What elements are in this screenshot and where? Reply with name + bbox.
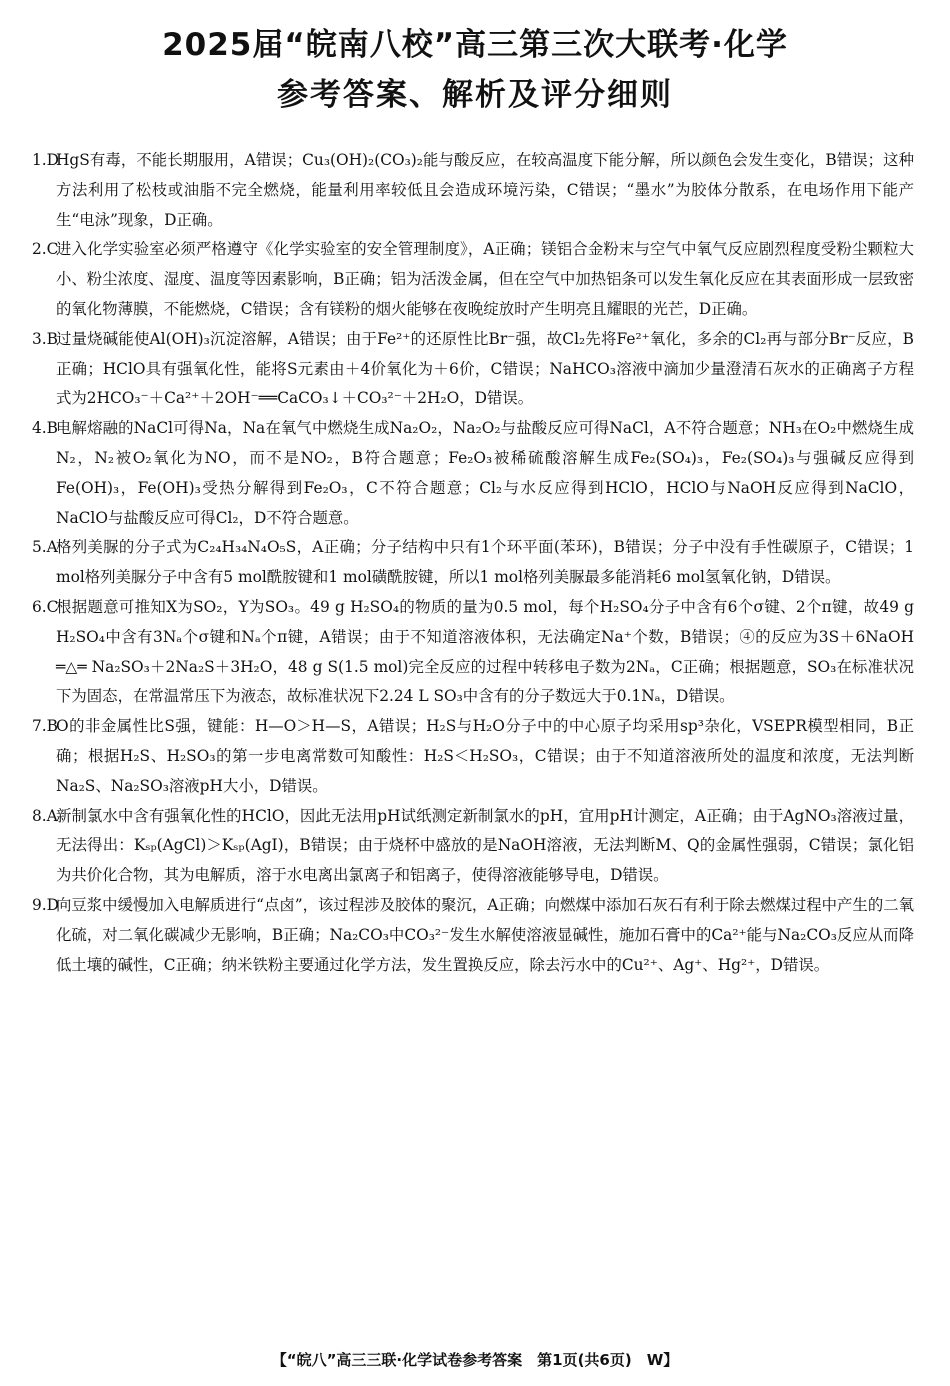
answer-number: 4.B [32, 419, 58, 438]
answer-number: 5.A [32, 538, 58, 557]
answer-explanation: 格列美脲的分子式为C₂₄H₃₄N₄O₅S，A正确；分子结构中只有1个环平面(苯环)，B错误；分子中没有手性碳原子，C错误；1 mol格列美脲分子中含有5 mol酰胺键和1 mol磺酰胺键，所以1 mol格列美脲最多能消耗6 mol氢氧化钠，D错误。 [56, 538, 914, 587]
answer-explanation: 新制氯水中含有强氧化性的HClO，因此无法用pH试纸测定新制氯水的pH，宜用pH计测定，A正确；由于AgNO₃溶液过量，无法得出：Kₛₚ(AgCl)＞Kₛₚ(AgI)，B错误；由于烧杯中盛放的是NaOH溶液，无法判断M、Q的金属性强弱，C错误；氯化铝为共价化合物，其为电解质，溶于水电离出氯离子和铝离子，使得溶液能够导电，D错误。 [56, 806, 914, 885]
answer-item-4 [32, 414, 914, 533]
page-subtitle: 参考答案、解析及评分细则 [277, 77, 673, 113]
answer-explanation: 根据题意可推知X为SO₂，Y为SO₃。49 g H₂SO₄的物质的量为0.5 mol，每个H₂SO₄分子中含有6个σ键、2个π键，故49 g H₂SO₄中含有3Nₐ个σ键和Nₐ个π键，A错误；由于不知道溶液体积，无法确定Na⁺个数，B错误；④的反应为3S＋6NaOH ═△═ Na₂SO₃＋2Na₂S＋3H₂O，48 g S(1.5 mol)完全反应的过程中转移电子数为2Nₐ，C正确；根据题意，SO₃在标准状况下为固态，在常温常压下为液态，故标准状况下2.24 L SO₃中含有的分子数远大于0.1Nₐ，D错误。 [56, 597, 914, 706]
answer-item-7 [32, 712, 914, 801]
answer-number: 8.A [32, 806, 58, 825]
answer-list [32, 146, 914, 980]
page-footer: 【“皖八”高三三联·化学试卷参考答案 第1页(共6页) W】 [271, 1351, 679, 1369]
answer-item-3 [32, 325, 914, 414]
answer-item-2 [32, 235, 914, 324]
answer-item-6 [32, 593, 914, 712]
answer-item-5 [32, 533, 914, 593]
answer-number: 7.B [32, 717, 58, 736]
answer-item-9 [32, 891, 914, 980]
answer-explanation: 电解熔融的NaCl可得Na，Na在氧气中燃烧生成Na₂O₂，Na₂O₂与盐酸反应可得NaCl，A不符合题意；NH₃在O₂中燃烧生成N₂，N₂被O₂氧化为NO，而不是NO₂，B符合题意；Fe₂O₃被稀硫酸溶解生成Fe₂(SO₄)₃，Fe₂(SO₄)₃与强碱反应得到Fe(OH)₃，Fe(OH)₃受热分解得到Fe₂O₃，C不符合题意；Cl₂与水反应得到HClO，HClO与NaOH反应得到NaClO，NaClO与盐酸反应可得Cl₂，D不符合题意。 [56, 419, 914, 527]
answer-number: 2.C [32, 240, 59, 259]
answer-number: 9.D [32, 895, 60, 914]
answer-item-8 [32, 802, 914, 891]
answer-explanation: 进入化学实验室必须严格遵守《化学实验室的安全管理制度》，A正确；镁铝合金粉末与空气中氧气反应剧烈程度受粉尘颗粒大小、粉尘浓度、湿度、温度等因素影响，B正确；铝为活泼金属，但在空气中加热铝条可以发生氧化反应在其表面形成一层致密的氧化物薄膜，不能燃烧，C错误；含有镁粉的烟火能够在夜晚绽放时产生明亮且耀眼的光芒，D正确。 [56, 240, 914, 318]
answer-explanation: 向豆浆中缓慢加入电解质进行“点卤”，该过程涉及胶体的聚沉，A正确；向燃煤中添加石灰石有利于除去燃煤过程中产生的二氧化硫，对二氧化碳减少无影响，B正确；Na₂CO₃中CO₃²⁻发生水解使溶液显碱性，施加石膏中的Ca²⁺能与Na₂CO₃反应从而降低土壤的碱性，C正确；纳米铁粉主要通过化学方法，发生置换反应，除去污水中的Cu²⁺、Ag⁺、Hg²⁺，D错误。 [56, 895, 914, 974]
answer-number: 3.B [32, 329, 58, 348]
answer-explanation: O的非金属性比S强，键能：H—O＞H—S，A错误；H₂S与H₂O分子中的中心原子均采用sp³杂化，VSEPR模型相同，B正确；根据H₂S、H₂SO₃的第一步电离常数可知酸性：H₂S＜H₂SO₃，C错误；由于不知道溶液所处的温度和浓度，无法判断Na₂S、Na₂SO₃溶液pH大小，D错误。 [56, 717, 914, 795]
answer-explanation: 过量烧碱能使Al(OH)₃沉淀溶解，A错误；由于Fe²⁺的还原性比Br⁻强，故Cl₂先将Fe²⁺氧化，多余的Cl₂再与部分Br⁻反应，B正确；HClO具有强氧化性，能将S元素由＋4价氧化为＋6价，C错误；NaHCO₃溶液中滴加少量澄清石灰水的正确离子方程式为2HCO₃⁻＋Ca²⁺＋2OH⁻══CaCO₃↓＋CO₃²⁻＋2H₂O，D错误。 [56, 329, 914, 408]
answer-number: 6.C [32, 597, 59, 616]
answer-item-1 [32, 146, 914, 235]
page-title: 2025届“皖南八校”高三第三次大联考·化学 [162, 27, 788, 63]
answer-number: 1.D [32, 151, 60, 169]
page-header [0, 22, 950, 118]
answer-explanation: HgS有毒，不能长期服用，A错误；Cu₃(OH)₂(CO₃)₂能与酸反应，在较高温度下能分解，所以颜色会发生变化，B错误；这种方法利用了松枝或油脂不完全燃烧，能量利用率较低且会造成环境污染，C错误；“墨水”为胶体分散系，在电场作用下能产生“电泳”现象，D正确。 [56, 151, 914, 229]
